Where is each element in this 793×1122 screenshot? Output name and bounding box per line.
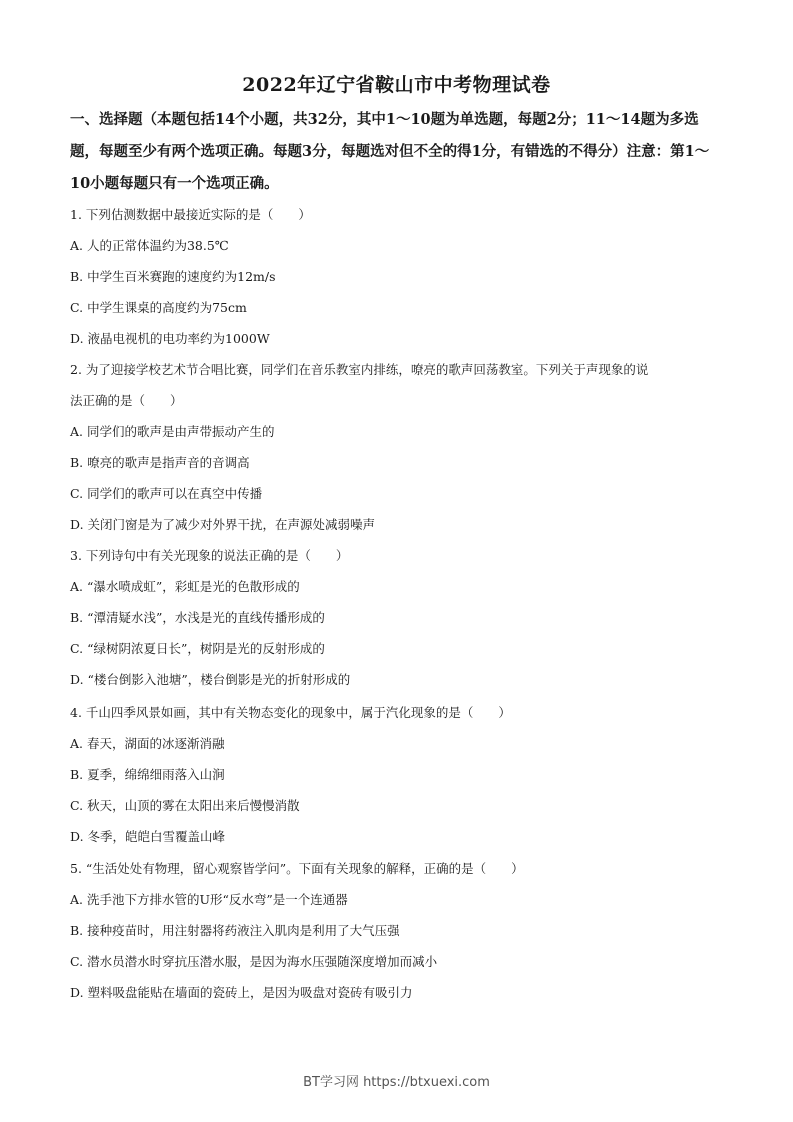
text-line: 法正确的是（ ） <box>70 393 183 408</box>
text-line: C. 潜水员潜水时穿抗压潜水服，是因为海水压强随深度增加而减小 <box>70 954 438 969</box>
text-line: B. 接种疫苗时，用注射器将药液注入肌肉是利用了大气压强 <box>70 923 400 938</box>
text-line: D. 塑料吸盘能贴在墙面的瓷砖上，是因为吸盘对瓷砖有吸引力 <box>70 985 413 1000</box>
text-line: B. 夏季，绵绵细雨落入山涧 <box>70 767 225 782</box>
page-title: 2022年辽宁省鞍山市中考物理试卷 <box>242 74 551 96</box>
text-line: B. “潭清疑水浅”，水浅是光的直线传播形成的 <box>70 610 325 625</box>
text-line: 5. “生活处处有物理，留心观察皆学问”。下面有关现象的解释，正确的是（ ） <box>70 861 524 876</box>
section-heading: 一、选择题（本题包括14个小题，共32分，其中1～10题为单选题，每题2分；11～14题为多选题，每题至少有两个选项正确。每题3分，每题选对但不全的得1分，有错选的不得分）注意：第1～10小题每题只有一个选项正确。 <box>70 111 710 192</box>
text-line: A. “瀑水喷成虹”，彩虹是光的色散形成的 <box>70 579 300 594</box>
text-line: A. 同学们的歌声是由声带振动产生的 <box>70 424 275 439</box>
text-line: 1. 下列估测数据中最接近实际的是（ ） <box>70 207 311 222</box>
text-line: 3. 下列诗句中有关光现象的说法正确的是（ ） <box>70 548 349 563</box>
text-line: D. 液晶电视机的电功率约为1000W <box>70 331 270 346</box>
text-line: A. 人的正常体温约为38.5℃ <box>70 238 229 253</box>
text-line: A. 洗手池下方排水管的U形“反水弯”是一个连通器 <box>70 892 348 907</box>
text-line: 4. 千山四季风景如画，其中有关物态变化的现象中，属于汽化现象的是（ ） <box>70 705 511 720</box>
text-line: D. 关闭门窗是为了减少对外界干扰，在声源处减弱噪声 <box>70 517 376 532</box>
text-line: D. 冬季，皑皑白雪覆盖山峰 <box>70 829 226 844</box>
text-line: B. 嘹亮的歌声是指声音的音调高 <box>70 455 250 470</box>
text-line: C. “绿树阴浓夏日长”，树阴是光的反射形成的 <box>70 641 325 656</box>
text-line: A. 春天，湖面的冰逐渐消融 <box>70 736 225 751</box>
text-line: 2. 为了迎接学校艺术节合唱比赛，同学们在音乐教室内排练，嘹亮的歌声回荡教室。下列关于声现象的说 <box>70 362 649 377</box>
text-line: D. “楼台倒影入池塘”，楼台倒影是光的折射形成的 <box>70 672 351 687</box>
text-line: B. 中学生百米赛跑的速度约为12m/s <box>70 269 276 284</box>
text-line: C. 同学们的歌声可以在真空中传播 <box>70 486 263 501</box>
text-line: C. 秋天，山顶的雾在太阳出来后慢慢消散 <box>70 798 300 813</box>
text-line: C. 中学生课桌的高度约为75cm <box>70 300 247 315</box>
footer-watermark: BT学习网 https://btxuexi.com <box>303 1075 490 1090</box>
